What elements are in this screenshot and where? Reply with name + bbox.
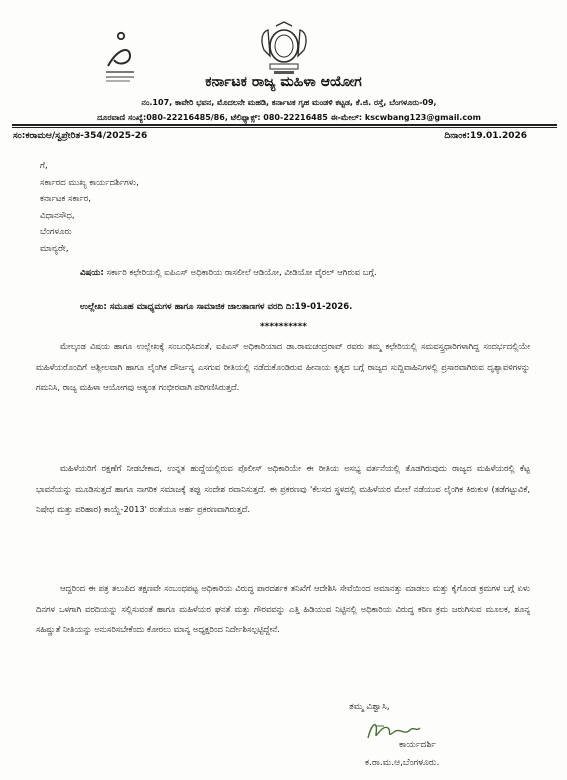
state-emblem-icon <box>256 20 312 78</box>
contact-line: ದೂರವಾಣಿ ಸಂಖ್ಯೆ:080-22216485/86, ಟೆಲಿಫ್ಯಾಕ್ಸ್: 080-22216485 ಈ-ಮೇಲ್: kscwbang123@gmail.com <box>97 113 481 122</box>
header-divider <box>12 124 557 126</box>
recipient-line: ಗೆ, <box>40 161 48 171</box>
signatory-role: ಕಾರ್ಯದರ್ಶಿ <box>399 740 436 750</box>
org-title: ಕರ್ನಾಟಕ ರಾಜ್ಯ ಮಹಿಳಾ ಆಯೋಗ <box>205 74 362 90</box>
subject-line <box>80 266 520 280</box>
letter-date: ದಿನಾಂಕ:19.01.2026 <box>444 131 527 141</box>
recipient-line: ಸರ್ಕಾರದ ಮುಖ್ಯ ಕಾರ್ಯದರ್ಶಿಗಳು, <box>40 177 139 188</box>
subject-text: ಸರ್ಕಾರಿ ಕಛೇರಿಯಲ್ಲಿ ಐಪಿಎಸ್ ಅಧಿಕಾರಿಯ ರಾಸಲೀಲೆ ಆಡಿಯೋ, ವೀಡಿಯೋ ವೈರಲ್ ಆಗಿರುವ ಬಗ್ಗೆ. <box>106 268 377 278</box>
recipient-line: ಬೆಂಗಳೂರು <box>40 227 72 237</box>
org-address <box>84 95 494 125</box>
body-paragraph-1: ಮೇಲ್ಕಂಡ ವಿಷಯ ಹಾಗೂ ಉಲ್ಲೇಖಕ್ಕೆ ಸಂಬಂಧಿಸಿದಂತೆ, ಐಪಿಎಸ್ ಅಧಿಕಾರಿಯಾದ ಡಾ.ರಾಮಚಂದ್ರರಾವ್ ರವರು ತಮ್ಮ ಕಛೇರಿಯಲ್ಲಿ ಸಮವಸ್ತ್ರಧಾರಿಗಳಾಗಿದ್ದ ಸಂದರ್ಭದಲ್ಲಿಯೇ ಮಹಿಳೆಯರೊಂದಿಗೆ ಅಶ್ಲೀಲವಾಗಿ ಹಾಗೂ ಲೈಂಗಿಕ ದೌರ್ಜನ್ಯ ಎಸಗುವ ರೀತಿಯಲ್ಲಿ ನಡೆದುಕೊಂಡಿರುವ ಹೀನಾಯ ಕೃತ್ಯದ ಬಗ್ಗೆ ರಾಜ್ಯದ ಸುದ್ದಿವಾಹಿನಿಗಳಲ್ಲಿ ಪ್ರಸಾರವಾಗಿರುವ ದೃಶ್ಯಾವಳಿಗಳನ್ನು ಗಮನಿಸಿ, ರಾಜ್ಯ ಮಹಿಳಾ ಆಯೋಗವು ಅತ್ಯಂತ ಗಂಭೀರವಾಗಿ ಪರಿಗಣಿಸಿರುತ್ತದೆ. <box>36 341 530 392</box>
body-paragraph-3: ಆದ್ದರಿಂದ ಈ ಪತ್ರ ತಲುಪಿದ ತಕ್ಷಣವೇ ಸಂಬಂಧಪಟ್ಟ ಅಧಿಕಾರಿಯ ವಿರುದ್ಧ ಪಾರದರ್ಶಕ ತನಿಖೆಗೆ ಆದೇಶಿಸಿ ಸೇವೆಯಿಂದ ಅಮಾನತ್ತು ಮಾಡಲು ಮತ್ತು ಕೈಗೊಂಡ ಕ್ರಮಗಳ ಬಗ್ಗೆ ಏಳು ದಿನಗಳ ಒಳಗಾಗಿ ವರದಿಯನ್ನು ಸಲ್ಲಿಸುವಂತೆ ಹಾಗೂ ಮಹಿಳೆಯರ ಘನತೆ ಮತ್ತು ಗೌರವವನ್ನು ಎತ್ತಿ ಹಿಡಿಯುವ ನಿಟ್ಟಿನಲ್ಲಿ ಅಧಿಕಾರಿಯ ವಿರುದ್ಧ ಕಠಿಣ ಕ್ರಮ ಜರುಗಿಸುವ ಮೂಲಕ, ಶೂನ್ಯ ಸಹಿಷ್ಣುತೆ ನೀತಿಯನ್ನು ಅನುಸರಿಸಬೇಕೆಂದು ಕೋರಲು ಮಾನ್ಯ ಅಧ್ಯಕ್ಷರಿಂದ ನಿರ್ದೇಶಿಸಲ್ಪಟ್ಟಿದ್ದೇನೆ. <box>36 583 530 634</box>
salutation: ಮಾನ್ಯರೇ, <box>40 244 69 254</box>
reference-line: ಉಲ್ಲೇಖ: ಸಮೂಹ ಮಾಧ್ಯಮಗಳ ಹಾಗೂ ಸಾಮಾಜಿಕ ಜಾಲತಾಣಗಳ ವರದಿ ದಿ:19-01-2026. <box>80 302 353 312</box>
subject-label: ವಿಷಯ: <box>80 268 104 278</box>
recipient-line: ಕರ್ನಾಟಕ ಸರ್ಕಾರ, <box>40 194 91 204</box>
recipient-block <box>40 158 139 241</box>
body-paragraph-2: ಮಹಿಳೆಯರಿಗೆ ರಕ್ಷಣೆಗೆ ನೀಡಬೇಕಾದ, ಉನ್ನತ ಹುದ್ದೆಯಲ್ಲಿರುವ ಪೊಲೀಸ್ ಅಧಿಕಾರಿಯೇ ಈ ರೀತಿಯ ಅಸಭ್ಯ ವರ್ತನೆಯಲ್ಲಿ ತೊಡಗಿರುವುದು ರಾಜ್ಯದ ಮಹಿಳೆಯರಲ್ಲಿ ಕೆಟ್ಟ ಭಾವನೆಯನ್ನು ಮೂಡಿಸುತ್ತದೆ ಹಾಗೂ ನಾಗರಿಕ ಸಮಾಜಕ್ಕೆ ತಪ್ಪು ಸಂದೇಶ ರವಾನಿಸುತ್ತದೆ. ಈ ಪ್ರಕರಣವು 'ಕೆಲಸದ ಸ್ಥಳದಲ್ಲಿ ಮಹಿಳೆಯರ ಮೇಲೆ ನಡೆಯುವ ಲೈಂಗಿಕ ಕಿರುಕುಳ (ತಡೆಗಟ್ಟುವಿಕೆ, ನಿಷೇಧ ಮತ್ತು ಪರಿಹಾರ) ಕಾಯ್ದೆ-2013' ರಂತೆಯೂ ಅರ್ಹ ಪ್ರಕರಣವಾಗಿರುತ್ತದೆ. <box>36 463 530 514</box>
signatory-office: ಕ.ರಾ.ಮ.ಆ,ಬೆಂಗಳೂರು. <box>365 758 440 768</box>
address-line: ನಂ.107, ಕಾವೇರಿ ಭವನ, ಮೊದಲನೇ ಮಹಡಿ, ಕರ್ನಾಟಕ ಗೃಹ ಮಂಡಳಿ ಕಟ್ಟಡ, ಕೆ.ಜಿ. ರಸ್ತೆ, ಬೆಂಗಳೂರು-09, <box>141 98 437 107</box>
reference-number: ಸಂ:ಕರಾಮಆ/ಸ್ವಪ್ರೇರಿತ-354/2025-26 <box>13 131 148 141</box>
header-divider-thin <box>12 127 557 128</box>
closing-line: ತಮ್ಮ ವಿಶ್ವಾಸಿ, <box>349 702 390 712</box>
recipient-line: ವಿಧಾನಸೌಧ, <box>40 210 75 221</box>
separator-stars: ********** <box>259 322 308 332</box>
